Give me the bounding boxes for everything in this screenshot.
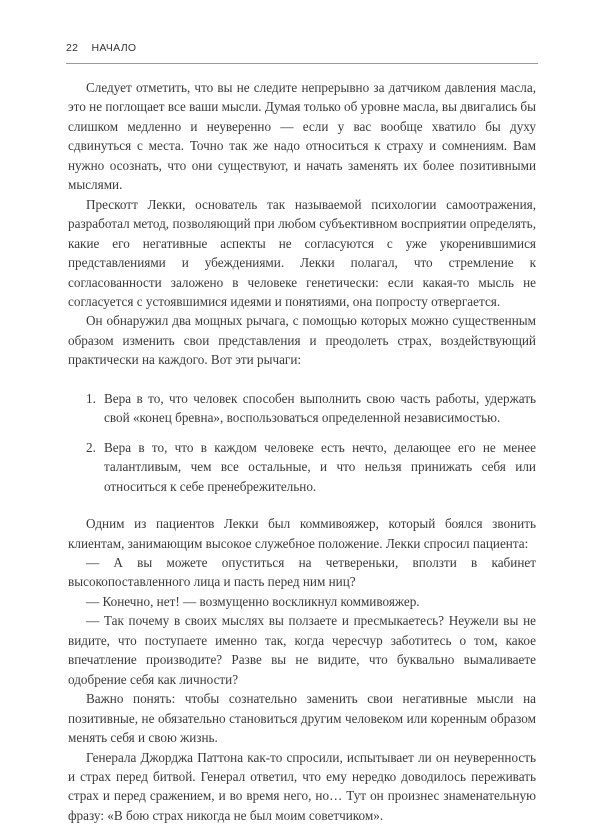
running-head: [66, 42, 536, 54]
paragraph: Одним из пациентов Лекки был коммивояжер, который боялся звонить клиентам, занимающим высокое служебное положение. Лекки спросил пациента:: [68, 514, 536, 553]
list-number: 2.: [86, 438, 96, 457]
body-text: [68, 78, 536, 825]
list-number: 1.: [86, 389, 96, 408]
paragraph: Он обнаружил два мощных рычага, с помощью которых можно существенным образом изменить свои представления и преодолеть страх, воздействующий практически на каждого. Вот эти рычаги:: [68, 311, 536, 369]
paragraph: Генерала Джорджа Паттона как-то спросили, испытывает ли он неуверенность и страх перед битвой. Генерал ответил, что ему нередко доводилось переживать страх и перед сражением, и во время него, но… Тут он произнес знаменательную фразу: «В бою страх никогда не был моим советчиком».: [68, 748, 536, 825]
page-number: 22: [66, 42, 78, 54]
section-title: НАЧАЛО: [92, 42, 137, 54]
dialogue-line: — А вы можете опуститься на четвереньки, вползти в кабинет высокопоставленного лица и пасть перед ним ниц?: [68, 553, 536, 592]
paragraph: Следует отметить, что вы не следите непрерывно за датчиком давления масла, это не поглощает все ваши мысли. Думая только об уровне масла, вы двигались бы слишком медленно и неуверенно — если у вас вообще хватило бы духу сдвинуться с места. Точно так же надо относиться к страху и сомнениям. Вам нужно осознать, что они существуют, и начать заменять их более позитивными мыслями.: [68, 78, 536, 195]
list-item: [68, 389, 536, 428]
paragraph: Прескотт Лекки, основатель так называемой психологии самоотражения, разработал метод, позволяющий при любом субъективном восприятии определять, какие его негативные аспекты не согласуются с уже укоренившимися представлениями и убеждениями. Лекки полагал, что стремление к согласованности заложено в человеке генетически: если какая-то мысль не согласуется с устоявшимися идеями и понятиями, она попросту отвергается.: [68, 195, 536, 312]
dialogue-line: — Так почему в своих мыслях вы ползаете и пресмыкаетесь? Неужели вы не видите, что поступаете именно так, когда чересчур заботитесь о том, какое впечатление производите? Разве вы не видите, что буквально вымаливаете одобрение себя как личности?: [68, 611, 536, 689]
list-text: Вера в то, что в каждом человеке есть нечто, делающее его не менее талантливым, чем все остальные, и что нельзя принижать себя или относиться к себе пренебрежительно.: [104, 440, 536, 494]
list-item: [68, 438, 536, 496]
list-text: Вера в то, что человек способен выполнить свою часть работы, удержать свой «конец бревна», воспользоваться определенной независимостью.: [104, 391, 536, 425]
numbered-list: [68, 389, 536, 496]
paragraph: Важно понять: чтобы сознательно заменить свои негативные мысли на позитивные, не обязательно становиться другим человеком или коренным образом менять себя и свою жизнь.: [68, 689, 536, 747]
header-rule: [66, 63, 538, 64]
dialogue-line: — Конечно, нет! — возмущенно воскликнул коммивояжер.: [68, 592, 536, 611]
